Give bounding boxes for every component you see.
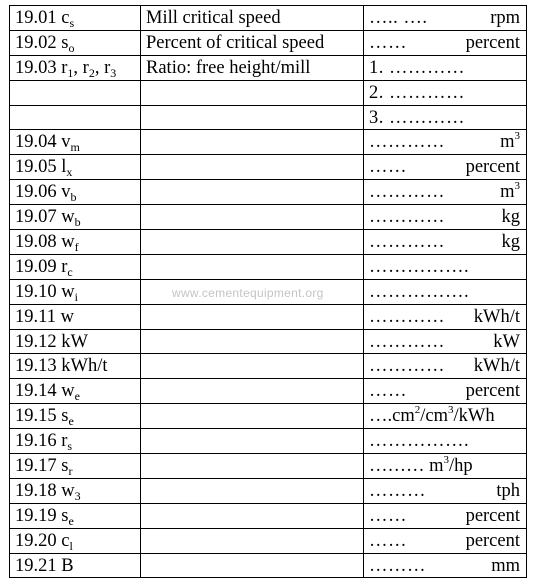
item-symbol: v [61,132,71,153]
description-cell [141,304,364,329]
item-number: 19.12 [15,331,57,352]
item-cell [10,354,141,379]
item-number: 19.16 [15,431,57,452]
item-cell [10,130,141,155]
item-cell [10,379,141,404]
value-placeholder: …… [369,505,407,526]
description-cell [141,354,364,379]
item-symbol: v [61,182,71,203]
item-symbol: B [61,555,74,576]
table-row [10,404,527,429]
description-cell [141,55,364,80]
unit-label [502,207,527,227]
item-number: 19.06 [15,182,57,203]
unit-text: percent [465,157,520,178]
value-cell [364,130,527,155]
symbol-subscript: b [74,215,81,230]
item-cell [10,304,141,329]
item-cell [10,503,141,528]
description-cell [141,155,364,180]
item-number: 19.19 [15,505,57,526]
unit-label [496,481,526,501]
symbol-subscript: 3 [110,65,117,80]
symbol-subscript: r [68,463,73,478]
item-cell [10,30,141,55]
description-cell [141,454,364,479]
table-row [10,454,527,479]
unit-superscript: 3 [447,404,454,417]
value-text: 3. ………… [369,107,465,128]
table-row [10,304,527,329]
item-symbol: c [61,7,70,28]
unit-text: percent [465,32,520,53]
unit-text: m [500,132,515,153]
symbol-subscript: f [74,239,79,254]
description-cell [141,205,364,230]
value-placeholder: ….. …. [369,7,428,28]
item-cell [10,155,141,180]
value-placeholder: ……………. [369,256,470,277]
table-row [10,329,527,354]
value-placeholder: ………… [369,132,445,153]
value-cell [364,503,527,528]
value-cell [364,553,527,578]
symbol-subscript: o [68,40,75,55]
item-cell [10,329,141,354]
watermark: www.cementequipment.org [172,286,324,300]
item-cell [10,429,141,454]
value-cell [364,180,527,205]
description-cell [141,130,364,155]
symbol-subscript: m [70,140,80,155]
value-placeholder: ……………. [369,431,470,452]
value-placeholder: ……… [369,555,426,576]
item-symbol: , r [94,57,111,78]
table-row [10,503,527,528]
description-cell [141,478,364,503]
value-cell [364,105,527,130]
item-cell [10,105,141,130]
item-cell [10,528,141,553]
item-number: 19.02 [15,32,57,53]
value-cell [364,404,527,429]
value-placeholder: ……… [369,480,426,501]
table-row [10,478,527,503]
table-row [10,553,527,578]
value-text: 2. ………… [369,82,465,103]
unit-label [474,307,526,327]
description-cell [141,6,364,31]
value-cell [364,528,527,553]
unit-text: kg [501,231,520,252]
item-number: 19.13 [15,356,57,377]
unit-text: rpm [490,7,520,28]
value-text: ……… m [369,455,444,476]
item-cell [10,55,141,80]
unit-text: kg [501,207,520,228]
symbol-subscript: 1 [67,65,74,80]
item-number: 19.01 [15,7,57,28]
item-symbol: s [61,406,69,427]
description-cell [141,503,364,528]
value-cell [364,478,527,503]
value-cell [364,254,527,279]
item-number: 19.08 [15,231,57,252]
symbol-subscript: 3 [74,488,81,503]
item-symbol: l [61,157,67,178]
description-cell [141,254,364,279]
item-cell [10,254,141,279]
unit-text: m [500,182,515,203]
value-placeholder: …… [369,157,407,178]
table-row [10,254,527,279]
item-symbol: r [61,431,68,452]
value-cell [364,80,527,105]
symbol-subscript: s [67,439,73,454]
description-text: Percent of critical speed [146,32,325,53]
unit-text: kWh/t [473,306,520,327]
item-cell [10,279,141,304]
item-symbol: r [61,57,68,78]
unit-text: kWh/t [473,356,520,377]
table-row [10,105,527,130]
value-placeholder: ……………. [369,281,470,302]
table-row [10,130,527,155]
item-cell [10,454,141,479]
symbol-subscript: 2 [88,65,95,80]
unit-superscript: 3 [514,130,520,143]
value-cell [364,454,527,479]
item-symbol: w [61,231,75,252]
item-symbol: c [61,530,70,551]
unit-superscript: 3 [514,180,520,193]
value-placeholder: ………… [369,207,445,228]
unit-label [466,33,526,53]
unit-superscript: 3 [443,453,450,466]
description-cell [141,230,364,255]
unit-superscript: 2 [414,404,421,417]
value-cell [364,354,527,379]
table-row [10,6,527,31]
unit-label [500,132,526,152]
item-symbol: kW [61,331,88,352]
symbol-subscript: e [68,513,74,528]
unit-label [493,332,526,352]
value-text: /hp [449,455,473,476]
table-row [10,80,527,105]
table-row [10,354,527,379]
item-symbol: r [61,256,68,277]
item-number: 19.15 [15,406,57,427]
item-symbol: , r [73,57,89,78]
value-placeholder: ………… [369,356,445,377]
value-cell [364,230,527,255]
value-text: /cm [420,406,448,427]
table-row [10,429,527,454]
unit-label [490,8,526,28]
item-symbol: w [61,381,75,402]
symbol-subscript: x [66,165,73,180]
description-cell [141,329,364,354]
description-cell [141,379,364,404]
item-symbol: w [61,281,75,302]
item-cell [10,80,141,105]
unit-text: kW [493,331,520,352]
description-cell [141,528,364,553]
item-number: 19.10 [15,281,57,302]
item-number: 19.04 [15,132,57,153]
value-placeholder: …… [369,530,407,551]
value-cell [364,279,527,304]
table-row [10,379,527,404]
table-row [10,528,527,553]
value-placeholder: ………… [369,231,445,252]
symbol-subscript: e [74,389,80,404]
symbol-subscript: l [69,538,73,553]
description-cell [141,180,364,205]
unit-label [466,506,526,526]
item-cell [10,205,141,230]
item-symbol: s [61,32,69,53]
table-row [10,55,527,80]
unit-text: percent [465,530,520,551]
item-number: 19.18 [15,480,57,501]
value-cell [364,379,527,404]
table-row [10,155,527,180]
value-cell [364,30,527,55]
symbol-subscript: i [74,289,78,304]
item-number: 19.09 [15,256,57,277]
symbol-subscript: c [67,264,73,279]
value-cell [364,205,527,230]
item-symbol: w [61,207,75,228]
item-number: 19.21 [15,555,57,576]
value-placeholder: ………… [369,331,445,352]
item-number: 19.07 [15,207,57,228]
item-symbol: s [61,505,69,526]
item-number: 19.14 [15,381,57,402]
description-cell [141,30,364,55]
description-cell [141,429,364,454]
value-placeholder: ………… [369,306,445,327]
table-row [10,205,527,230]
value-text: /kWh [453,406,495,427]
item-cell [10,553,141,578]
value-placeholder: …… [369,381,407,402]
unit-label [466,381,526,401]
table-row [10,30,527,55]
item-symbol: kWh/t [61,356,108,377]
item-symbol: s [61,455,69,476]
symbol-subscript: b [70,190,77,205]
description-text: Mill critical speed [146,7,281,28]
unit-label [502,232,527,252]
value-text: ….cm [369,406,415,427]
description-text: Ratio: free height/mill [146,57,311,78]
item-cell [10,230,141,255]
value-placeholder: ………… [369,182,445,203]
value-cell [364,329,527,354]
item-cell [10,180,141,205]
unit-text: percent [465,381,520,402]
unit-text: tph [496,480,520,501]
item-symbol: w [60,306,74,327]
value-text: 1. ………… [369,57,465,78]
table-row [10,180,527,205]
value-cell [364,304,527,329]
unit-label [474,356,526,376]
table-row [10,230,527,255]
item-number: 19.20 [15,530,57,551]
unit-label [466,157,526,177]
item-cell [10,6,141,31]
symbol-subscript: s [69,15,75,30]
unit-label [491,556,526,576]
symbol-subscript: e [68,414,74,429]
description-cell [141,105,364,130]
item-cell [10,478,141,503]
value-cell [364,6,527,31]
description-cell [141,553,364,578]
item-number: 19.17 [15,455,57,476]
item-number: 19.05 [15,157,57,178]
value-placeholder: …… [369,32,407,53]
unit-text: mm [491,555,520,576]
item-cell [10,404,141,429]
item-number: 19.11 [15,306,56,327]
value-cell [364,429,527,454]
item-symbol: w [61,480,75,501]
value-cell [364,155,527,180]
unit-label [466,531,526,551]
item-number: 19.03 [15,57,57,78]
unit-text: percent [465,505,520,526]
description-cell [141,80,364,105]
unit-label [500,182,526,202]
description-cell [141,404,364,429]
value-cell [364,55,527,80]
